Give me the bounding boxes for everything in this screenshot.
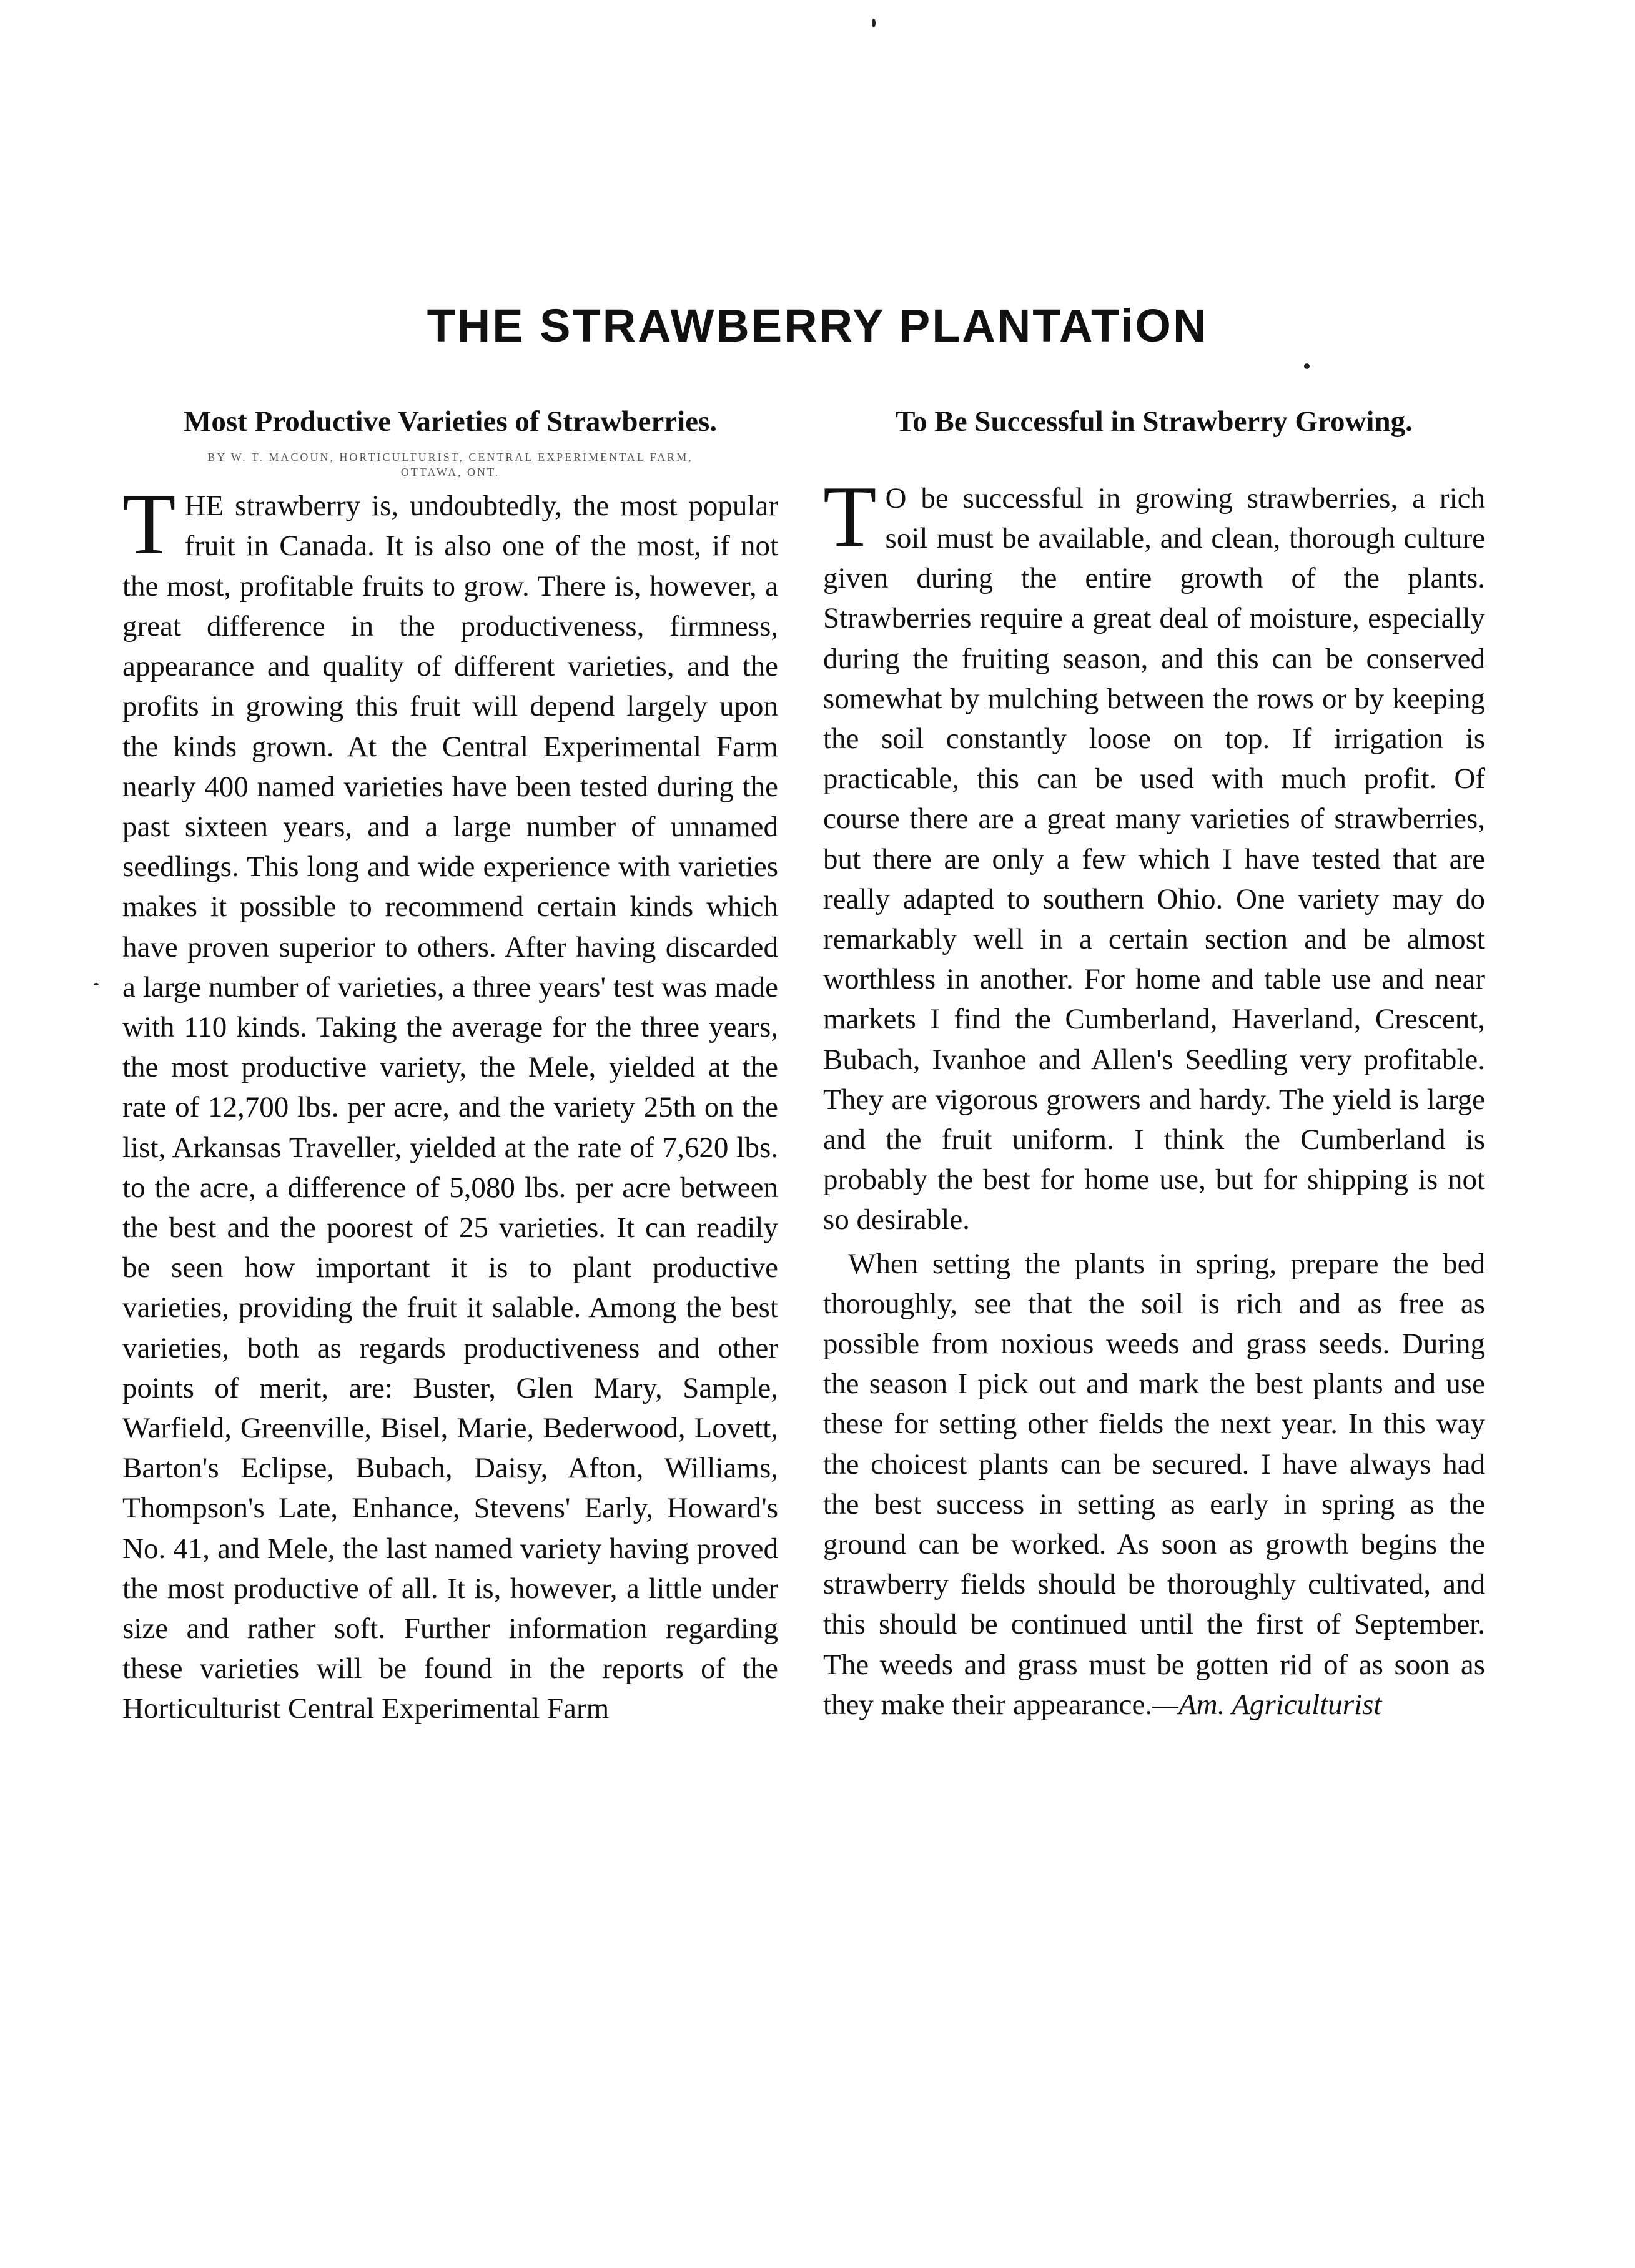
left-article-text: HE strawberry is, undoubtedly, the most popular fruit in Canada. It is also one of the most, if not the most, profitable fruits to grow. There is, however, a great difference in the productiveness, firmness, appearance and quality of different varieties, and the profits in growing this fruit will depend largely upon the kinds grown. At the Central Experimental Farm nearly 400 named varieties have been tested during the past sixteen years, and a large number of unnamed seedlings. This long and wide experience with varieties makes it possible to recommend certain kinds which have proven superior to others. After having discarded a large number of varieties, a three years' test was made with 110 kinds. Taking the average for the three years, the most productive variety, the Mele, yielded at the rate of 12,700 lbs. per acre, and the variety 25th on the list, Arkansas Traveller, yielded at the rate of 7,620 lbs. to the acre, a difference of 5,080 lbs. per acre between the best and the poorest of 25 varieties. It can readily be seen how important it is to plant productive varieties, providing the fruit it salable. Among the best varieties, both as regards productiveness and other points of merit, are: Buster, Glen Mary, Sample, Warfield, Greenville, Bisel, Marie, Bederwood, Lovett, Barton's Eclipse, Bubach, Daisy, Afton, Williams, Thompson's Late, Enhance, Stevens' Early, Howard's No. 41, and Mele, the last named variety having proved the most productive of all. It is, however, a little under size and rather soft. Further information regarding these varieties will be found in the reports of the Horticulturist Central Experimental Farm xyxy=(122,490,778,1725)
source-attribution: —Am. Agriculturist xyxy=(1152,1688,1382,1721)
right-paragraph-1-text: O be successful in growing strawberries, a rich soil must be available, and clean, thorough culture given during the entire growth of the plants. Strawberries require a great deal of moisture, especially during the fruiting season, and this can be conserved somewhat by mulching between the rows or by keeping the soil constantly loose on top. If irrigation is practicable, this can be used with much profit. Of course there are a great many varieties of strawberries, but there are only a few which I have tested that are really adapted to southern Ohio. One variety may do remarkably well in a certain section and be almost worthless in another. For home and table use and near markets I find the Cumberland, Haverland, Crescent, Bubach, Ivanhoe and Allen's Seedling very profitable. They are vigorous growers and hardy. The yield is large and the fruit uniform. I think the Cumberland is probably the best for home use, but for shipping is not so desirable. xyxy=(823,481,1485,1236)
right-column xyxy=(823,406,1485,1725)
left-article-body xyxy=(122,476,778,1728)
left-column xyxy=(122,406,778,1729)
print-speck xyxy=(94,983,99,985)
print-speck xyxy=(1304,363,1310,369)
right-article-paragraph-1 xyxy=(823,468,1485,1240)
byline-line-1: BY W. T. MACOUN, HORTICULTURIST, CENTRAL EXPERIMENTAL FARM, xyxy=(207,450,693,463)
right-article-heading: To Be Successful in Strawberry Growing. xyxy=(896,405,1413,438)
byline-line-2: OTTAWA, ONT. xyxy=(400,465,500,478)
page-title: THE STRAWBERRY PLANTATiON xyxy=(427,300,1208,352)
print-speck xyxy=(872,19,876,27)
right-article-paragraph-2 xyxy=(823,1244,1485,1725)
drop-cap: T xyxy=(823,468,877,565)
heading-spacer xyxy=(823,450,1485,478)
left-article-byline xyxy=(122,450,778,480)
drop-cap: T xyxy=(122,476,176,573)
right-paragraph-2-text: When setting the plants in spring, prepare the bed thoroughly, see that the soil is rich and as free as possible from noxious weeds and grass seeds. During the season I pick out and mark the best plants and use these for setting other fields the next year. In this way the choicest plants can be secured. I have always had the best success in setting as early in spring as the ground can be worked. As soon as growth begins the strawberry fields should be thoroughly cultivated, and this should be continued until the first of September. The weeds and grass must be gotten rid of as soon as they make their appearance. xyxy=(823,1247,1485,1721)
left-article-heading: Most Productive Varieties of Strawberries. xyxy=(183,405,718,438)
